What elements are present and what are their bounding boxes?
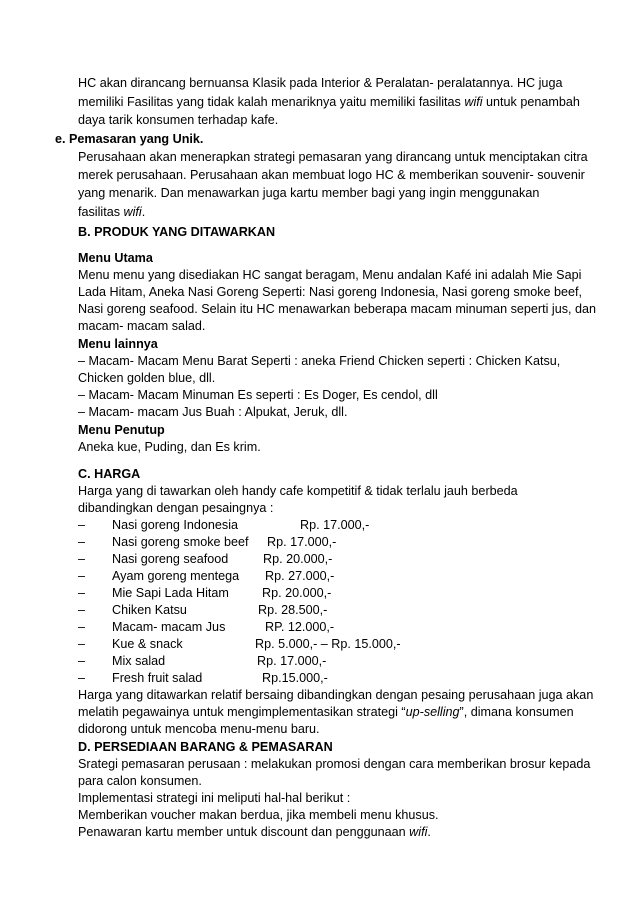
price-dash: – bbox=[78, 586, 86, 600]
up-selling-term: up-selling bbox=[405, 705, 460, 719]
section-c-para-line-2-tail: ”, dimana konsumen bbox=[459, 705, 574, 719]
section-e-line-4-text: fasilitas bbox=[78, 205, 124, 219]
intro-line-2-text: memiliki Fasilitas yang tidak kalah menariknya yaitu memiliki fasilitas bbox=[78, 95, 465, 109]
section-e-line-2: merek perusahaan. Perusahaan akan membuat logo HC & memberikan souvenir- souvenir bbox=[78, 168, 585, 182]
section-e-line-1: Perusahaan akan menerapkan strategi pemasaran yang dirancang untuk menciptakan citra bbox=[78, 150, 588, 164]
section-e-line-4-tail: . bbox=[141, 205, 146, 219]
price-item-name: Nasi goreng Indonesia bbox=[112, 518, 239, 532]
price-item-name: Chiken Katsu bbox=[112, 603, 187, 617]
section-e-wifi: wifi bbox=[123, 205, 142, 219]
menu-utama-line-4: macam- macam salad. bbox=[78, 319, 206, 333]
section-c-line-1: Harga yang di tawarkan oleh handy cafe kompetitif & tidak terlalu jauh berbeda bbox=[78, 484, 518, 498]
section-c-line-2: dibandingkan dengan pesaingnya : bbox=[78, 501, 274, 515]
section-c-para-line-1: Harga yang ditawarkan relatif bersaing dibandingkan dengan pesaing perusahaan juga akan bbox=[78, 688, 594, 702]
price-item-name: Kue & snack bbox=[112, 637, 183, 651]
section-d-line-5-text: Penawaran kartu member untuk discount dan penggunaan bbox=[78, 825, 410, 839]
price-value: Rp.15.000,- bbox=[262, 671, 328, 685]
price-dash: – bbox=[78, 552, 86, 566]
price-item-name: Macam- macam Jus bbox=[112, 620, 226, 634]
price-dash: – bbox=[78, 518, 86, 532]
intro-line-3: daya tarik konsumen terhadap kafe. bbox=[78, 113, 279, 127]
price-dash: – bbox=[78, 603, 86, 617]
menu-lainnya-heading: Menu lainnya bbox=[78, 337, 158, 351]
menu-utama-heading: Menu Utama bbox=[78, 251, 153, 265]
menu-penutup-heading: Menu Penutup bbox=[78, 423, 165, 437]
section-c-para-line-2-text: melatih pegawainya untuk mengimplementasikan strategi “ bbox=[78, 705, 406, 719]
menu-utama-line-2: Lada Hitam, Aneka Nasi Goreng Seperti: Nasi goreng Indonesia, Nasi goreng smoke beef, bbox=[78, 285, 583, 299]
price-value: Rp. 27.000,- bbox=[265, 569, 335, 583]
section-c-para-line-2 bbox=[78, 704, 574, 720]
section-d-line-2: para calon konsumen. bbox=[78, 774, 202, 788]
menu-penutup-line-1: Aneka kue, Puding, dan Es krim. bbox=[78, 440, 261, 454]
price-dash: – bbox=[78, 569, 86, 583]
menu-lainnya-line-3: – Macam- Macam Minuman Es seperti : Es Doger, Es cendol, dll bbox=[78, 388, 438, 402]
section-d-line-1: Srategi pemasaran perusaan : melakukan promosi dengan cara memberikan brosur kepada bbox=[78, 757, 591, 771]
price-value: Rp. 28.500,- bbox=[258, 603, 328, 617]
section-d-wifi: wifi bbox=[409, 825, 428, 839]
section-d-line-4: Memberikan voucher makan berdua, jika membeli menu khusus. bbox=[78, 808, 439, 822]
price-value: Rp. 17.000,- bbox=[300, 518, 370, 532]
price-item-name: Mix salad bbox=[112, 654, 166, 668]
price-item-name: Nasi goreng smoke beef bbox=[112, 535, 249, 549]
section-d-line-5 bbox=[78, 824, 431, 840]
price-value: Rp. 17.000,- bbox=[257, 654, 327, 668]
price-dash: – bbox=[78, 637, 86, 651]
section-e-line-3: yang menarik. Dan menawarkan juga kartu member bagi yang ingin menggunakan bbox=[78, 186, 540, 200]
price-value: Rp. 20.000,- bbox=[263, 552, 333, 566]
price-dash: – bbox=[78, 535, 86, 549]
section-d-heading: D. PERSEDIAAN BARANG & PEMASARAN bbox=[78, 740, 333, 754]
menu-lainnya-line-1: – Macam- Macam Menu Barat Seperti : aneka Friend Chicken seperti : Chicken Katsu, bbox=[78, 354, 561, 368]
intro-line-2-tail: untuk penambah bbox=[482, 95, 580, 109]
section-d-line-3: Implementasi strategi ini meliputi hal-hal berikut : bbox=[78, 791, 351, 805]
section-e-heading: e. Pemasaran yang Unik. bbox=[55, 132, 204, 146]
price-dash: – bbox=[78, 671, 86, 685]
price-value: Rp. 20.000,- bbox=[262, 586, 332, 600]
section-c-heading: C. HARGA bbox=[78, 467, 141, 481]
section-e-line-4 bbox=[78, 204, 145, 220]
section-c-para-line-3: didorong untuk mencoba menu-menu baru. bbox=[78, 722, 320, 736]
price-item-name: Fresh fruit salad bbox=[112, 671, 203, 685]
section-d-line-5-tail: . bbox=[427, 825, 431, 839]
price-value: RP. 12.000,- bbox=[265, 620, 335, 634]
price-item-name: Ayam goreng mentega bbox=[112, 569, 240, 583]
menu-lainnya-line-4: – Macam- macam Jus Buah : Alpukat, Jeruk, dll. bbox=[78, 405, 348, 419]
price-dash: – bbox=[78, 620, 86, 634]
price-item-name: Nasi goreng seafood bbox=[112, 552, 229, 566]
price-item-name: Mie Sapi Lada Hitam bbox=[112, 586, 229, 600]
price-dash: – bbox=[78, 654, 86, 668]
menu-utama-line-1: Menu menu yang disediakan HC sangat beragam, Menu andalan Kafé ini adalah Mie Sapi bbox=[78, 268, 582, 282]
price-value: Rp. 5.000,- – Rp. 15.000,- bbox=[255, 637, 401, 651]
intro-line-1: HC akan dirancang bernuansa Klasik pada Interior & Peralatan- peralatannya. HC juga bbox=[78, 76, 563, 90]
price-value: Rp. 17.000,- bbox=[267, 535, 337, 549]
section-b-heading: B. PRODUK YANG DITAWARKAN bbox=[78, 225, 276, 239]
intro-line-2 bbox=[78, 94, 580, 110]
intro-wifi: wifi bbox=[464, 95, 483, 109]
menu-lainnya-line-2: Chicken golden blue, dll. bbox=[78, 371, 216, 385]
menu-utama-line-3: Nasi goreng seafood. Selain itu HC menawarkan beberapa macam minuman seperti jus, dan bbox=[78, 302, 597, 316]
